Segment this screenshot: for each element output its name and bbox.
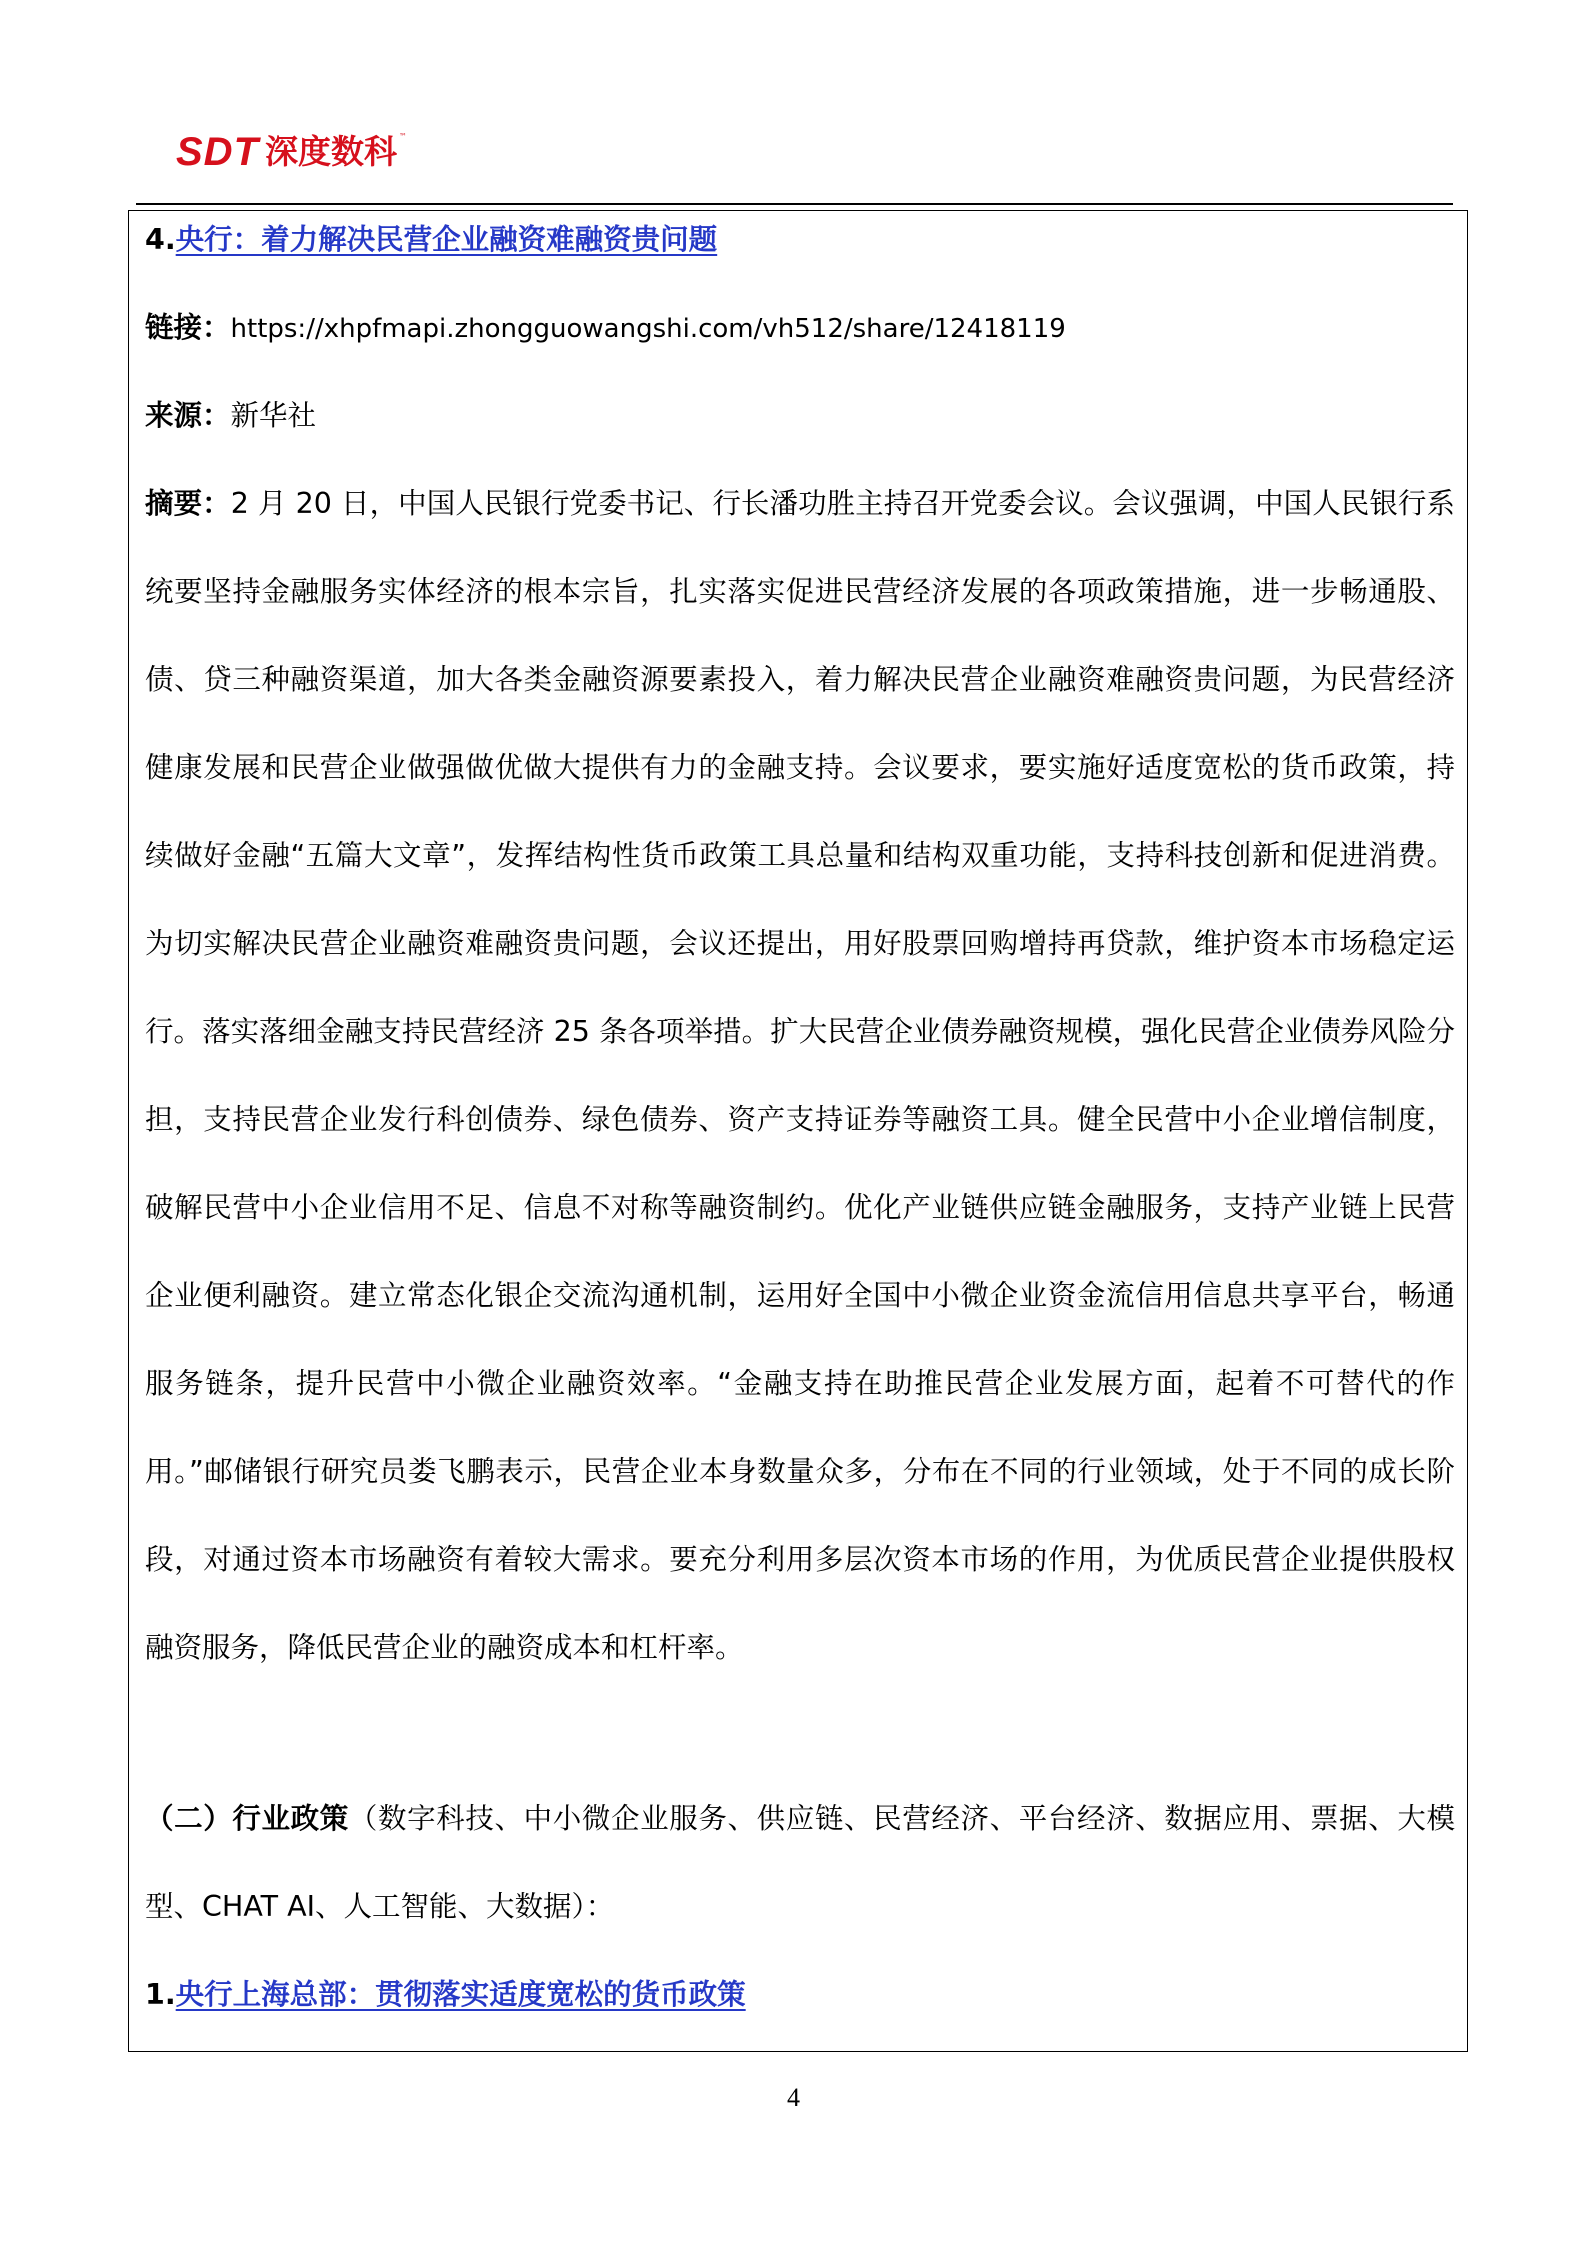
item-4-title-link[interactable]: 央行：着力解决民营企业融资难融资贵问题	[175, 223, 718, 256]
item-1-title-link[interactable]: 央行上海总部：贯彻落实适度宽松的货币政策	[175, 1978, 746, 2011]
section-industry-policy	[145, 1775, 1455, 1951]
page-number: 4	[787, 2083, 800, 2112]
item-4-title	[145, 196, 1455, 284]
item-1-number: 1.	[145, 1978, 176, 2011]
item-4-url[interactable]: https://xhpfmapi.zhongguowangshi.com/vh512/share/12418119	[230, 314, 1066, 344]
item-4-source-row	[145, 372, 1455, 460]
item-4-number: 4.	[145, 223, 176, 256]
section-heading: （二）行业政策	[145, 1802, 349, 1835]
source-label: 来源：	[145, 399, 231, 432]
summary-label: 摘要：	[145, 487, 231, 520]
item-4-summary	[145, 460, 1455, 1692]
logo-text: 深度数科	[265, 132, 397, 171]
item-4-source: 新华社	[230, 399, 317, 432]
item-1-title	[145, 1951, 1455, 2039]
item-4-link-row	[145, 284, 1455, 373]
company-logo	[176, 130, 407, 174]
logo-trademark: ™	[399, 132, 407, 141]
link-label: 链接：	[145, 311, 231, 344]
section-scope: （数字科技、中小微企业服务、供应链、民营经济、平台经济、数据应用、票据、大模型、CHAT AI、人工智能、大数据）：	[145, 1802, 1455, 1923]
item-4-summary-text: 2 月 20 日，中国人民银行党委书记、行长潘功胜主持召开党委会议。会议强调，中国人民银行系统要坚持金融服务实体经济的根本宗旨，扎实落实促进民营经济发展的各项政策措施，进一步畅通股、债、贷三种融资渠道，加大各类金融资源要素投入，着力解决民营企业融资难融资贵问题，为民营经济健康发展和民营企业做强做优做大提供有力的金融支持。会议要求，要实施好适度宽松的货币政策，持续做好金融“五篇大文章”，发挥结构性货币政策工具总量和结构双重功能，支持科技创新和促进消费。为切实解决民营企业融资难融资贵问题，会议还提出，用好股票回购增持再贷款，维护资本市场稳定运行。落实落细金融支持民营经济 25 条各项举措。扩大民营企业债券融资规模，强化民营企业债券风险分担，支持民营企业发行科创债券、绿色债券、资产支持证券等融资工具。健全民营中小企业增信制度，破解民营中小企业信用不足、信息不对称等融资制约。优化产业链供应链金融服务，支持产业链上民营企业便利融资。建立常态化银企交流沟通机制，运用好全国中小微企业资金流信用信息共享平台，畅通服务链条，提升民营中小微企业融资效率。“金融支持在助推民营企业发展方面，起着不可替代的作用。”邮储银行研究员娄飞鹏表示，民营企业本身数量众多，分布在不同的行业领域，处于不同的成长阶段，对通过资本市场融资有着较大需求。要充分利用多层次资本市场的作用，为优质民营企业提供股权融资服务，降低民营企业的融资成本和杠杆率。	[145, 487, 1455, 1664]
logo-mark: SDT	[176, 130, 259, 174]
